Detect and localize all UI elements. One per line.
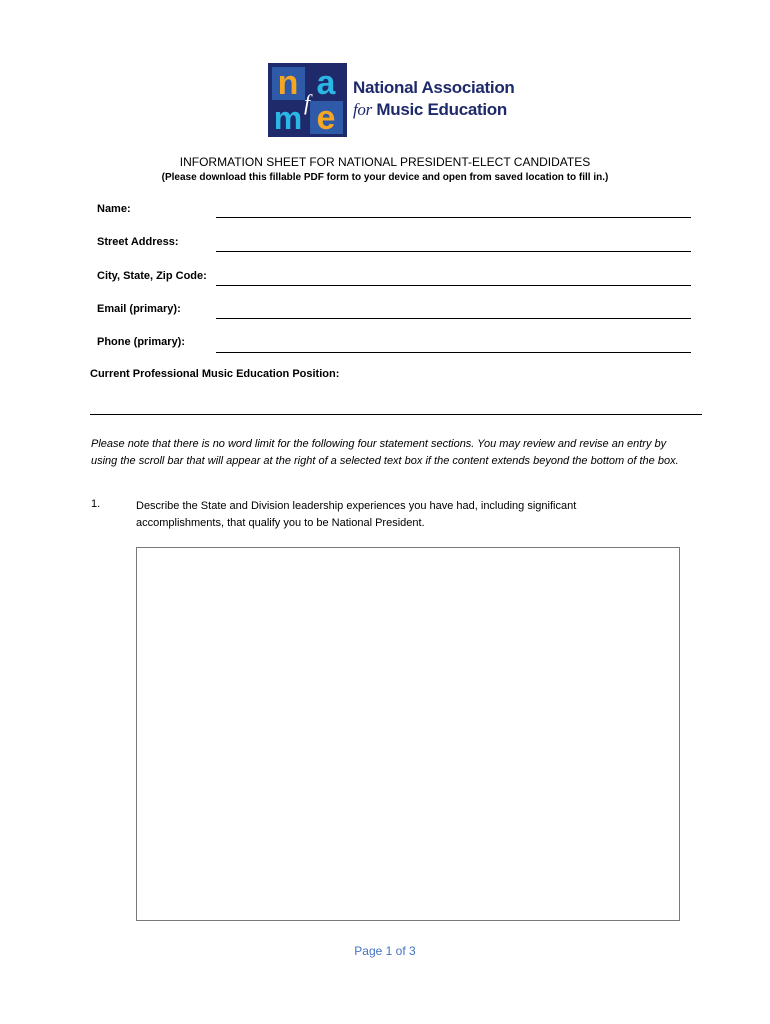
- question-1-number: 1.: [91, 498, 101, 510]
- page-subtitle: (Please download this fillable PDF form to your device and open from saved location to fill in.): [161, 172, 609, 183]
- question-1-answer-box[interactable]: [136, 547, 680, 921]
- instructions-note: Please note that there is no word limit for the following four statement sections. You may review and revise an entry by using the scroll bar that will appear at the right of a selected text box if the content extends beyond the bottom of the box.: [91, 438, 679, 467]
- logo-letter-m: m: [273, 100, 303, 136]
- name-logo: [268, 63, 515, 138]
- name-field[interactable]: [216, 217, 691, 218]
- position-field[interactable]: [90, 414, 702, 415]
- phone-label: Phone (primary):: [97, 336, 186, 348]
- logo-line2: [353, 100, 515, 120]
- email-label: Email (primary):: [97, 303, 181, 315]
- logo-for: for: [353, 100, 372, 119]
- email-field[interactable]: [216, 318, 691, 319]
- question-1-text: Describe the State and Division leadership experiences you have had, including significant accomplishments, that qualify you to be National President.: [136, 500, 577, 529]
- name-logo-mark: [268, 63, 347, 137]
- name-label: Name:: [97, 203, 131, 215]
- logo-wordmark: [353, 78, 515, 120]
- logo-letter-e: e: [316, 99, 336, 137]
- position-label: Current Professional Music Education Position:: [90, 368, 340, 380]
- city-state-zip-label: City, State, Zip Code:: [97, 270, 207, 282]
- street-address-field[interactable]: [216, 251, 691, 252]
- city-state-zip-field[interactable]: [216, 285, 691, 286]
- street-address-label: Street Address:: [97, 236, 179, 248]
- logo-line1: National Association: [353, 78, 515, 97]
- phone-field[interactable]: [216, 352, 691, 353]
- logo-letter-a: a: [316, 64, 336, 102]
- logo-music-education: Music Education: [376, 100, 507, 119]
- page-title: INFORMATION SHEET FOR NATIONAL PRESIDENT-ELECT CANDIDATES: [179, 155, 591, 169]
- logo-letter-n: n: [277, 64, 299, 102]
- logo-letter-f: f: [303, 90, 311, 115]
- page-number: Page 1 of 3: [354, 944, 416, 958]
